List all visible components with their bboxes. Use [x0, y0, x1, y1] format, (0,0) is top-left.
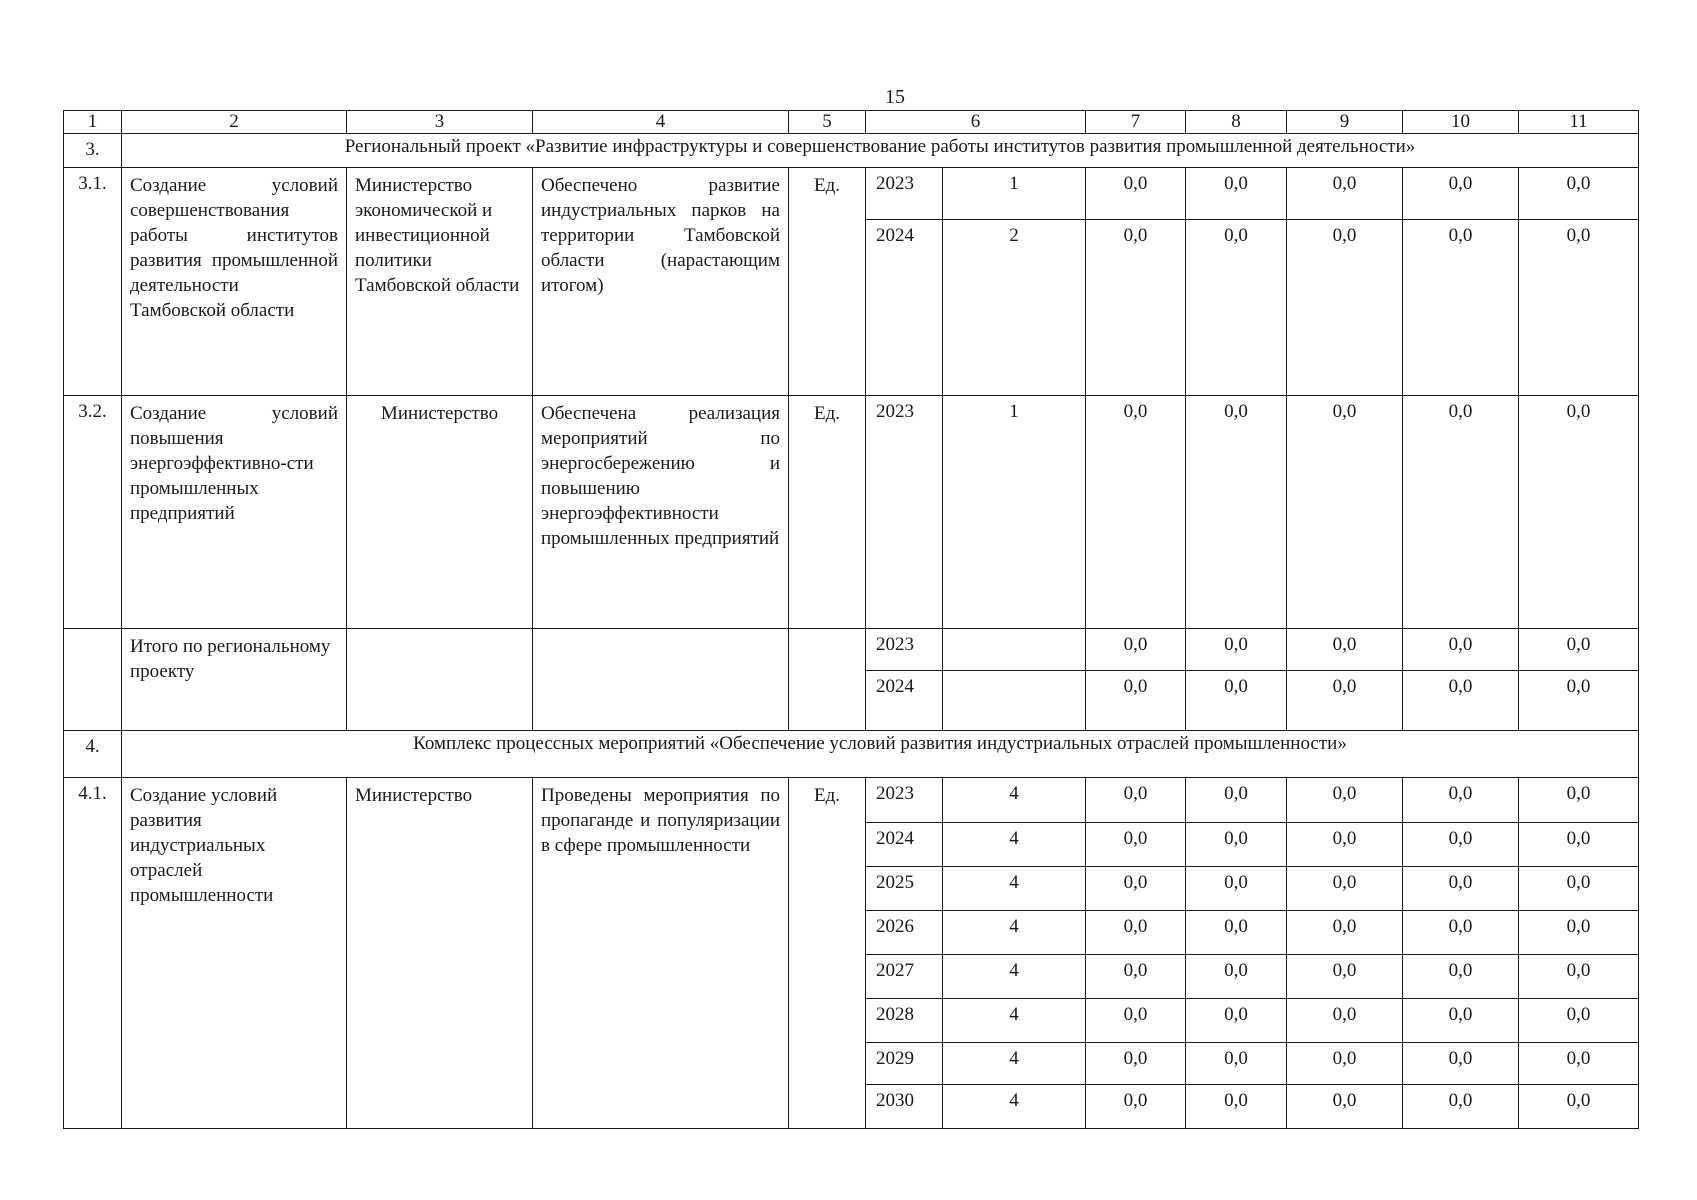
year: 2025	[866, 867, 943, 911]
value-cell: 0,0	[1403, 671, 1519, 731]
value-cell: 0,0	[1403, 867, 1519, 911]
indicator-value: 4	[943, 867, 1086, 911]
value-cell: 0,0	[1519, 1043, 1639, 1085]
row-number: 3.1.	[64, 168, 122, 396]
value-cell: 0,0	[1186, 396, 1287, 629]
column-header: 10	[1403, 111, 1519, 134]
year: 2023	[866, 168, 943, 220]
value-cell: 0,0	[1287, 999, 1403, 1043]
value-cell: 0,0	[1287, 396, 1403, 629]
year: 2028	[866, 999, 943, 1043]
value-cell: 0,0	[1086, 1085, 1186, 1129]
value-cell: 0,0	[1519, 911, 1639, 955]
table-row	[64, 778, 1639, 823]
value-cell: 0,0	[1519, 220, 1639, 396]
value-cell: 0,0	[1086, 220, 1186, 396]
value-cell: 0,0	[1287, 1043, 1403, 1085]
value-cell: 0,0	[1403, 1085, 1519, 1129]
value-cell: 0,0	[1287, 1085, 1403, 1129]
measure-name: Создание условий повышения энергоэффективно-сти промышленных предприятий	[122, 396, 347, 629]
indicator-value: 4	[943, 778, 1086, 823]
empty-cell	[533, 629, 789, 731]
value-cell: 0,0	[1287, 867, 1403, 911]
value-cell: 0,0	[1287, 168, 1403, 220]
value-cell: 0,0	[1403, 629, 1519, 671]
value-cell: 0,0	[1519, 1085, 1639, 1129]
column-header: 7	[1086, 111, 1186, 134]
table-row	[64, 168, 1639, 220]
column-header: 3	[347, 111, 533, 134]
value-cell: 0,0	[1186, 168, 1287, 220]
year: 2027	[866, 955, 943, 999]
table-row	[64, 396, 1639, 629]
page-number: 15	[885, 86, 905, 108]
result: Проведены мероприятия по пропаганде и популяризации в сфере промышленности	[533, 778, 789, 1129]
value-cell: 0,0	[1287, 629, 1403, 671]
row-number: 4.1.	[64, 778, 122, 1129]
measure-name: Создание условий совершенствования работы институтов развития промышленной деятельности Тамбовской области	[122, 168, 347, 396]
value-cell: 0,0	[1287, 778, 1403, 823]
unit: Ед.	[789, 778, 866, 1129]
value-cell: 0,0	[1086, 955, 1186, 999]
column-header: 1	[64, 111, 122, 134]
year: 2030	[866, 1085, 943, 1129]
indicator-value: 4	[943, 999, 1086, 1043]
executor: Министерство	[347, 778, 533, 1129]
section-number: 3.	[64, 134, 122, 168]
value-cell: 0,0	[1287, 911, 1403, 955]
value-cell: 0,0	[1403, 1043, 1519, 1085]
year: 2024	[866, 671, 943, 731]
value-cell: 0,0	[1186, 671, 1287, 731]
column-header: 8	[1186, 111, 1287, 134]
section-number: 4.	[64, 731, 122, 778]
value-cell: 0,0	[1186, 955, 1287, 999]
unit: Ед.	[789, 396, 866, 629]
value-cell: 0,0	[1086, 1043, 1186, 1085]
year: 2024	[866, 823, 943, 867]
result: Обеспечено развитие индустриальных парков на территории Тамбовской области (нарастающим итогом)	[533, 168, 789, 396]
executor: Министерство экономической и инвестиционной политики Тамбовской области	[347, 168, 533, 396]
indicator-value: 4	[943, 955, 1086, 999]
column-number-row	[64, 111, 1639, 134]
year: 2024	[866, 220, 943, 396]
value-cell: 0,0	[1086, 999, 1186, 1043]
row-number: 3.2.	[64, 396, 122, 629]
value-cell: 0,0	[1086, 911, 1186, 955]
year: 2023	[866, 778, 943, 823]
value-cell: 0,0	[1403, 220, 1519, 396]
section-title: Региональный проект «Развитие инфраструктуры и совершенствование работы институтов развития промышленной деятельности»	[122, 134, 1639, 168]
total-label: Итого по региональному проекту	[122, 629, 347, 731]
empty-cell	[64, 629, 122, 731]
indicator-value: 4	[943, 911, 1086, 955]
value-cell: 0,0	[1403, 911, 1519, 955]
value-cell: 0,0	[1287, 220, 1403, 396]
value-cell: 0,0	[1186, 999, 1287, 1043]
value-cell: 0,0	[1519, 823, 1639, 867]
value-cell: 0,0	[1086, 823, 1186, 867]
value-cell: 0,0	[1403, 168, 1519, 220]
value-cell: 0,0	[1519, 671, 1639, 731]
value-cell: 0,0	[1519, 396, 1639, 629]
value-cell: 0,0	[1186, 220, 1287, 396]
value-cell: 0,0	[1403, 823, 1519, 867]
value-cell: 0,0	[1086, 168, 1186, 220]
value-cell: 0,0	[1519, 168, 1639, 220]
total-row	[64, 629, 1639, 671]
empty-cell	[943, 629, 1086, 671]
column-header: 9	[1287, 111, 1403, 134]
value-cell: 0,0	[1086, 396, 1186, 629]
column-header: 4	[533, 111, 789, 134]
value-cell: 0,0	[1186, 629, 1287, 671]
program-table	[63, 110, 1639, 1129]
column-header: 2	[122, 111, 347, 134]
value-cell: 0,0	[1403, 396, 1519, 629]
indicator-value: 4	[943, 1043, 1086, 1085]
value-cell: 0,0	[1519, 778, 1639, 823]
value-cell: 0,0	[1086, 867, 1186, 911]
value-cell: 0,0	[1186, 1043, 1287, 1085]
indicator-value: 4	[943, 1085, 1086, 1129]
indicator-value: 1	[943, 396, 1086, 629]
section-title: Комплекс процессных мероприятий «Обеспечение условий развития индустриальных отраслей промышленности»	[122, 731, 1639, 778]
value-cell: 0,0	[1186, 778, 1287, 823]
value-cell: 0,0	[1287, 955, 1403, 999]
indicator-value: 2	[943, 220, 1086, 396]
year: 2023	[866, 396, 943, 629]
value-cell: 0,0	[1519, 867, 1639, 911]
result: Обеспечена реализация мероприятий по энергосбережению и повышению энергоэффективности промышленных предприятий	[533, 396, 789, 629]
value-cell: 0,0	[1287, 823, 1403, 867]
year: 2026	[866, 911, 943, 955]
value-cell: 0,0	[1403, 778, 1519, 823]
indicator-value: 1	[943, 168, 1086, 220]
empty-cell	[943, 671, 1086, 731]
column-header: 11	[1519, 111, 1639, 134]
indicator-value: 4	[943, 823, 1086, 867]
measure-name: Создание условий развития индустриальных отраслей промышленности	[122, 778, 347, 1129]
value-cell: 0,0	[1403, 999, 1519, 1043]
column-header: 6	[866, 111, 1086, 134]
value-cell: 0,0	[1086, 778, 1186, 823]
value-cell: 0,0	[1086, 671, 1186, 731]
value-cell: 0,0	[1186, 823, 1287, 867]
empty-cell	[789, 629, 866, 731]
value-cell: 0,0	[1287, 671, 1403, 731]
value-cell: 0,0	[1186, 867, 1287, 911]
column-header: 5	[789, 111, 866, 134]
value-cell: 0,0	[1519, 629, 1639, 671]
value-cell: 0,0	[1519, 955, 1639, 999]
value-cell: 0,0	[1186, 911, 1287, 955]
year: 2023	[866, 629, 943, 671]
value-cell: 0,0	[1186, 1085, 1287, 1129]
value-cell: 0,0	[1519, 999, 1639, 1043]
section-row	[64, 134, 1639, 168]
unit: Ед.	[789, 168, 866, 396]
section-row	[64, 731, 1639, 778]
empty-cell	[347, 629, 533, 731]
year: 2029	[866, 1043, 943, 1085]
executor: Министерство	[347, 396, 533, 629]
value-cell: 0,0	[1086, 629, 1186, 671]
value-cell: 0,0	[1403, 955, 1519, 999]
